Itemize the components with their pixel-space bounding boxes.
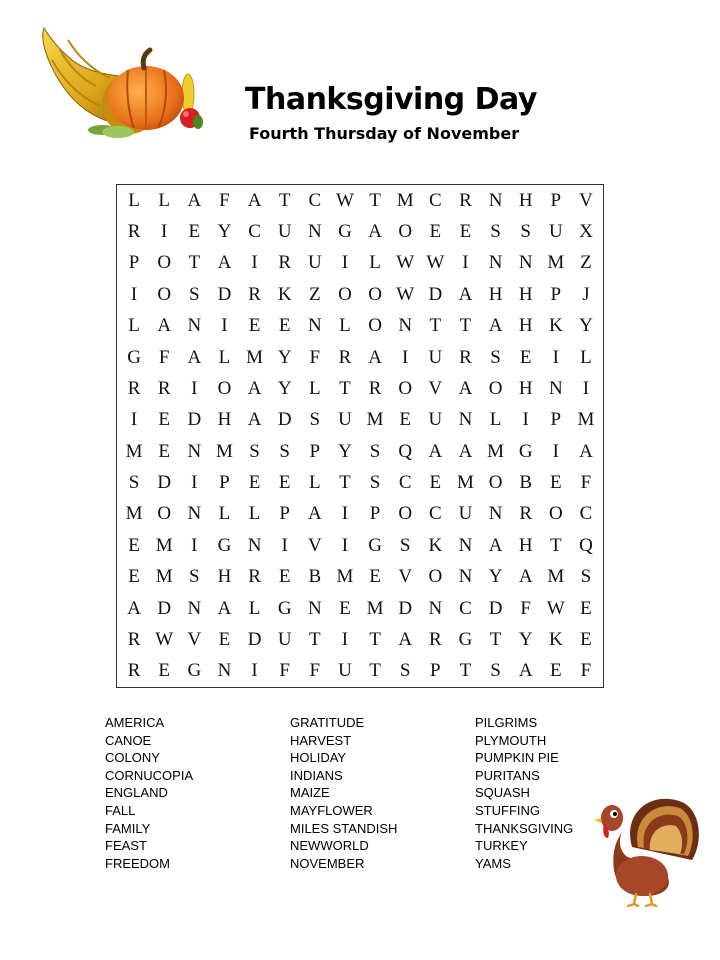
grid-letter: M — [456, 472, 474, 494]
grid-letter: H — [518, 189, 533, 211]
grid-letter: E — [369, 566, 381, 588]
grid-letter: F — [309, 660, 321, 682]
word-list-item: CORNUCOPIA — [105, 767, 194, 783]
grid-letter: M — [125, 503, 143, 525]
cornucopia-icon — [38, 20, 208, 140]
grid-letter: P — [550, 283, 562, 305]
word-list-item: PUMPKIN PIE — [475, 750, 559, 766]
grid-letter: W — [155, 628, 174, 650]
grid-letter: R — [127, 628, 141, 650]
grid-letter: I — [221, 315, 228, 337]
grid-letter: S — [399, 534, 411, 556]
grid-letter: S — [369, 440, 381, 462]
grid-letter: T — [369, 628, 381, 650]
grid-letter: I — [130, 409, 138, 431]
page-subtitle: Fourth Thursday of November — [249, 124, 520, 143]
grid-letter: N — [428, 597, 443, 619]
grid-letter: M — [547, 566, 565, 588]
word-list-item: FALL — [105, 802, 136, 818]
grid-letter: I — [130, 283, 138, 305]
grid-letter: N — [307, 597, 322, 619]
grid-letter: L — [489, 409, 502, 431]
grid-letter: P — [550, 189, 562, 211]
grid-letter: R — [127, 377, 141, 399]
grid-letter: N — [307, 221, 322, 243]
grid-letter: E — [158, 409, 170, 431]
grid-letter: R — [157, 377, 171, 399]
grid-letter: O — [398, 377, 413, 399]
grid-letter: A — [518, 660, 533, 682]
grid-letter: S — [580, 566, 592, 588]
grid-letter: L — [128, 315, 140, 337]
grid-letter: A — [307, 503, 322, 525]
grid-letter: K — [548, 628, 563, 650]
grid-letter: Y — [338, 440, 352, 462]
grid-letter: T — [369, 189, 381, 211]
grid-letter: I — [462, 252, 469, 274]
word-list-item: CANOE — [105, 732, 152, 748]
grid-letter: O — [428, 566, 443, 588]
grid-letter: E — [218, 628, 231, 650]
grid-letter: H — [217, 409, 232, 431]
word-list-item: AMERICA — [105, 715, 165, 730]
grid-letter: A — [398, 628, 413, 650]
grid-letter: E — [158, 440, 170, 462]
grid-letter: D — [488, 597, 503, 619]
word-list-column-2 — [290, 714, 475, 872]
grid-letter: S — [490, 221, 501, 243]
word-list-item: FEAST — [105, 838, 147, 854]
grid-letter: U — [277, 628, 292, 650]
grid-letter: E — [580, 597, 592, 619]
grid-letter: F — [580, 660, 592, 682]
word-list-item: NEWWORLD — [290, 838, 369, 854]
grid-letter: A — [187, 189, 202, 211]
word-list-item: MAIZE — [290, 785, 330, 801]
grid-letter: M — [125, 440, 143, 462]
grid-letter: F — [520, 597, 531, 619]
word-search-grid — [116, 184, 604, 688]
grid-letter: V — [579, 189, 593, 211]
grid-letter: E — [278, 472, 291, 494]
grid-letter: T — [550, 534, 562, 556]
grid-letter: E — [128, 566, 140, 588]
grid-letter: P — [430, 660, 441, 682]
grid-letter: K — [428, 534, 443, 556]
grid-letter: Z — [309, 283, 321, 305]
grid-letter: A — [247, 189, 262, 211]
grid-letter: O — [488, 472, 503, 494]
grid-letter: A — [458, 377, 473, 399]
grid-letter: A — [247, 377, 262, 399]
grid-letter: T — [188, 252, 201, 274]
grid-letter: N — [187, 315, 202, 337]
word-list-item: FREEDOM — [105, 855, 170, 871]
grid-letter: Z — [580, 252, 592, 274]
grid-letter: A — [127, 597, 141, 619]
grid-letter: L — [248, 597, 261, 619]
grid-letter: C — [248, 221, 261, 243]
grid-letter: R — [368, 377, 382, 399]
word-list-item: HOLIDAY — [290, 750, 347, 766]
grid-letter: E — [429, 221, 442, 243]
grid-letter: T — [339, 472, 351, 494]
grid-letter: G — [518, 440, 533, 462]
grid-letter: Y — [217, 221, 232, 243]
grid-letter: C — [398, 472, 412, 494]
grid-letter: S — [279, 440, 290, 462]
grid-letter: A — [157, 315, 172, 337]
grid-letter: U — [428, 409, 443, 431]
grid-letter: I — [341, 252, 349, 274]
grid-letter: I — [191, 534, 198, 556]
grid-letter: D — [217, 283, 232, 305]
grid-letter: S — [189, 283, 200, 305]
grid-letter: I — [251, 660, 258, 682]
word-list-item: INDIANS — [290, 767, 343, 783]
grid-letter: S — [490, 346, 501, 368]
grid-letter: C — [428, 503, 442, 525]
grid-letter: E — [459, 221, 472, 243]
grid-letter: O — [488, 377, 503, 399]
grid-letter: A — [368, 221, 382, 243]
grid-letter: O — [548, 503, 563, 525]
grid-letter: T — [489, 628, 502, 650]
grid-letter: U — [428, 346, 443, 368]
grid-letter: E — [158, 660, 170, 682]
grid-letter: H — [518, 315, 533, 337]
grid-letter: O — [338, 283, 352, 305]
grid-letter: R — [248, 566, 261, 588]
grid-letter: P — [279, 503, 290, 525]
grid-letter: P — [369, 503, 381, 525]
grid-letter: E — [248, 472, 261, 494]
grid-letter: E — [339, 597, 351, 619]
grid-letter: E — [128, 534, 140, 556]
grid-letter: W — [546, 597, 565, 619]
grid-letter: Y — [488, 566, 503, 588]
grid-letter: R — [519, 503, 533, 525]
grid-letter: R — [127, 221, 141, 243]
grid-letter: G — [217, 534, 232, 556]
grid-letter: I — [251, 252, 258, 274]
grid-letter: L — [580, 346, 592, 368]
grid-letter: D — [157, 472, 172, 494]
word-list-item: SQUASH — [475, 785, 530, 801]
grid-letter: M — [155, 566, 173, 588]
grid-letter: O — [157, 503, 172, 525]
grid-letter: O — [368, 283, 382, 305]
word-list-item: THANKSGIVING — [475, 820, 574, 836]
grid-letter: S — [189, 566, 200, 588]
grid-letter: U — [338, 660, 352, 682]
grid-letter: T — [429, 315, 442, 337]
grid-letter: N — [187, 597, 202, 619]
grid-letter: V — [187, 628, 202, 650]
grid-letter: I — [281, 534, 288, 556]
grid-letter: S — [399, 660, 411, 682]
grid-letter: I — [552, 346, 559, 368]
grid-letter: G — [127, 346, 141, 368]
grid-letter: S — [520, 221, 531, 243]
grid-letter: E — [278, 566, 291, 588]
grid-letter: L — [128, 189, 140, 211]
grid-letter: Y — [518, 628, 533, 650]
grid-letter: L — [339, 315, 351, 337]
grid-letter: B — [519, 472, 533, 494]
page-title: Thanksgiving Day — [245, 82, 537, 117]
grid-letter: N — [187, 440, 202, 462]
grid-letter: R — [338, 346, 352, 368]
grid-letter: A — [579, 440, 593, 462]
grid-letter: T — [459, 315, 472, 337]
grid-letter: N — [187, 503, 202, 525]
grid-letter: L — [248, 503, 261, 525]
grid-letter: W — [335, 189, 354, 211]
grid-letter: M — [155, 534, 173, 556]
grid-letter: W — [396, 283, 415, 305]
grid-letter: T — [309, 628, 321, 650]
grid-letter: M — [215, 440, 233, 462]
grid-letter: Q — [579, 534, 593, 556]
grid-letter: O — [157, 283, 172, 305]
word-list-column-1 — [105, 714, 290, 872]
grid-letter: N — [458, 566, 473, 588]
word-list-item: PURITANS — [475, 767, 540, 783]
grid-letter: H — [518, 377, 533, 399]
grid-letter: S — [369, 472, 381, 494]
grid-letter: G — [338, 221, 352, 243]
grid-letter: A — [217, 597, 232, 619]
grid-letter: M — [396, 189, 414, 211]
grid-letter: H — [488, 283, 503, 305]
grid-letter: A — [368, 346, 382, 368]
grid-letter: I — [552, 440, 559, 462]
grid-letter: M — [487, 440, 505, 462]
grid-letter: R — [127, 660, 141, 682]
grid-letter: N — [458, 409, 473, 431]
grid-letter: M — [336, 566, 354, 588]
grid-letter: S — [490, 660, 501, 682]
grid-letter: A — [488, 534, 503, 556]
grid-letter: I — [582, 377, 590, 399]
grid-letter: I — [341, 503, 349, 525]
grid-letter: H — [518, 534, 533, 556]
grid-letter: U — [548, 221, 563, 243]
grid-letter: R — [248, 283, 261, 305]
grid-letter: G — [187, 660, 202, 682]
grid-letter: L — [369, 252, 381, 274]
grid-letter: V — [398, 566, 413, 588]
grid-letter: L — [218, 346, 231, 368]
grid-letter: N — [398, 315, 413, 337]
grid-letter: R — [459, 189, 472, 211]
grid-letter: T — [459, 660, 472, 682]
grid-letter: A — [458, 440, 473, 462]
grid-letter: T — [339, 377, 351, 399]
grid-letter: S — [249, 440, 260, 462]
grid-letter: C — [579, 503, 593, 525]
grid-letter: U — [458, 503, 473, 525]
grid-letter: Y — [277, 377, 292, 399]
grid-letter: C — [459, 597, 472, 619]
grid-letter: D — [187, 409, 202, 431]
grid-letter: N — [488, 252, 503, 274]
grid-letter: A — [488, 315, 503, 337]
grid-letter: S — [309, 409, 321, 431]
word-list-item: MILES STANDISH — [290, 820, 398, 836]
grid-letter: I — [341, 534, 349, 556]
grid-letter: F — [158, 346, 170, 368]
grid-letter: L — [309, 377, 321, 399]
grid-letter: E — [399, 409, 411, 431]
grid-letter: C — [308, 189, 322, 211]
grid-letter: O — [157, 252, 172, 274]
grid-letter: R — [459, 346, 472, 368]
grid-letter: V — [307, 534, 322, 556]
word-list-item: PILGRIMS — [475, 715, 538, 730]
grid-letter: F — [580, 472, 592, 494]
grid-letter: Y — [277, 346, 292, 368]
grid-letter: R — [428, 628, 442, 650]
grid-letter: H — [217, 566, 232, 588]
grid-letter: Q — [398, 440, 413, 462]
grid-letter: M — [547, 252, 565, 274]
grid-letter: X — [579, 221, 593, 243]
word-list-item: PLYMOUTH — [475, 732, 547, 748]
grid-letter: N — [307, 315, 322, 337]
grid-letter: W — [426, 252, 445, 274]
grid-letter: H — [518, 283, 533, 305]
grid-letter: E — [580, 628, 592, 650]
grid-letter: I — [402, 346, 409, 368]
grid-letter: N — [488, 503, 503, 525]
grid-letter: O — [398, 503, 413, 525]
grid-letter: E — [278, 315, 291, 337]
grid-letter: L — [309, 472, 321, 494]
grid-letter: N — [217, 660, 232, 682]
grid-letter: R — [278, 252, 292, 274]
grid-letter: I — [522, 409, 529, 431]
grid-letter: J — [582, 283, 590, 305]
word-list-item: GRATITUDE — [290, 715, 365, 730]
grid-letter: N — [458, 534, 473, 556]
grid-letter: A — [187, 346, 202, 368]
grid-letter: K — [277, 283, 292, 305]
grid-letter: Y — [579, 315, 593, 337]
word-list-item: YAMS — [475, 855, 511, 871]
grid-letter: T — [278, 189, 291, 211]
grid-letter: D — [428, 283, 443, 305]
grid-letter: B — [308, 566, 322, 588]
grid-letter: W — [396, 252, 415, 274]
grid-letter: N — [247, 534, 262, 556]
grid-letter: O — [368, 315, 382, 337]
grid-letter: F — [309, 346, 321, 368]
word-list-item: STUFFING — [475, 802, 540, 818]
grid-letter: N — [548, 377, 563, 399]
grid-letter: S — [128, 472, 140, 494]
word-list-item: NOVEMBER — [290, 855, 365, 871]
grid-letter: E — [550, 472, 562, 494]
grid-letter: C — [428, 189, 442, 211]
grid-letter: D — [247, 628, 262, 650]
word-list-item: HARVEST — [290, 732, 352, 748]
grid-letter: A — [247, 409, 262, 431]
grid-letter: L — [158, 189, 170, 211]
grid-letter: U — [307, 252, 322, 274]
grid-letter: M — [366, 597, 384, 619]
grid-letter: T — [369, 660, 381, 682]
grid-letter: D — [157, 597, 172, 619]
grid-letter: N — [518, 252, 533, 274]
grid-letter: P — [309, 440, 321, 462]
grid-letter: I — [191, 472, 198, 494]
grid-letter: G — [277, 597, 292, 619]
grid-letter: E — [550, 660, 562, 682]
grid-letter: A — [518, 566, 533, 588]
grid-letter: D — [277, 409, 292, 431]
grid-letter: P — [550, 409, 562, 431]
grid-letter: U — [338, 409, 352, 431]
grid-letter: E — [429, 472, 442, 494]
grid-letter: F — [219, 189, 230, 211]
grid-letter: M — [246, 346, 264, 368]
grid-letter: L — [218, 503, 231, 525]
word-list-item: TURKEY — [475, 838, 528, 854]
grid-letter: P — [219, 472, 230, 494]
grid-letter: K — [548, 315, 563, 337]
grid-letter: V — [428, 377, 443, 399]
grid-letter: O — [398, 221, 413, 243]
grid-letter: G — [368, 534, 382, 556]
grid-letter: E — [248, 315, 261, 337]
grid-letter: M — [577, 409, 595, 431]
grid-letter: O — [217, 377, 232, 399]
grid-letter: I — [161, 221, 168, 243]
word-list-item: MAYFLOWER — [290, 802, 373, 818]
turkey-icon — [592, 792, 702, 907]
grid-letter: E — [188, 221, 201, 243]
grid-letter: N — [488, 189, 503, 211]
grid-letter: I — [341, 628, 349, 650]
grid-letter: A — [458, 283, 473, 305]
grid-letter: U — [277, 221, 292, 243]
grid-letter: E — [519, 346, 532, 368]
grid-letter: D — [398, 597, 413, 619]
grid-letter: I — [191, 377, 198, 399]
word-list-item: ENGLAND — [105, 785, 168, 801]
grid-letter: G — [458, 628, 473, 650]
grid-letter: A — [428, 440, 443, 462]
grid-letter: A — [217, 252, 232, 274]
grid-letter: F — [279, 660, 290, 682]
word-list-item: COLONY — [105, 750, 160, 766]
grid-letter: M — [366, 409, 384, 431]
word-list-item: FAMILY — [105, 820, 151, 836]
grid-letter: P — [128, 252, 140, 274]
